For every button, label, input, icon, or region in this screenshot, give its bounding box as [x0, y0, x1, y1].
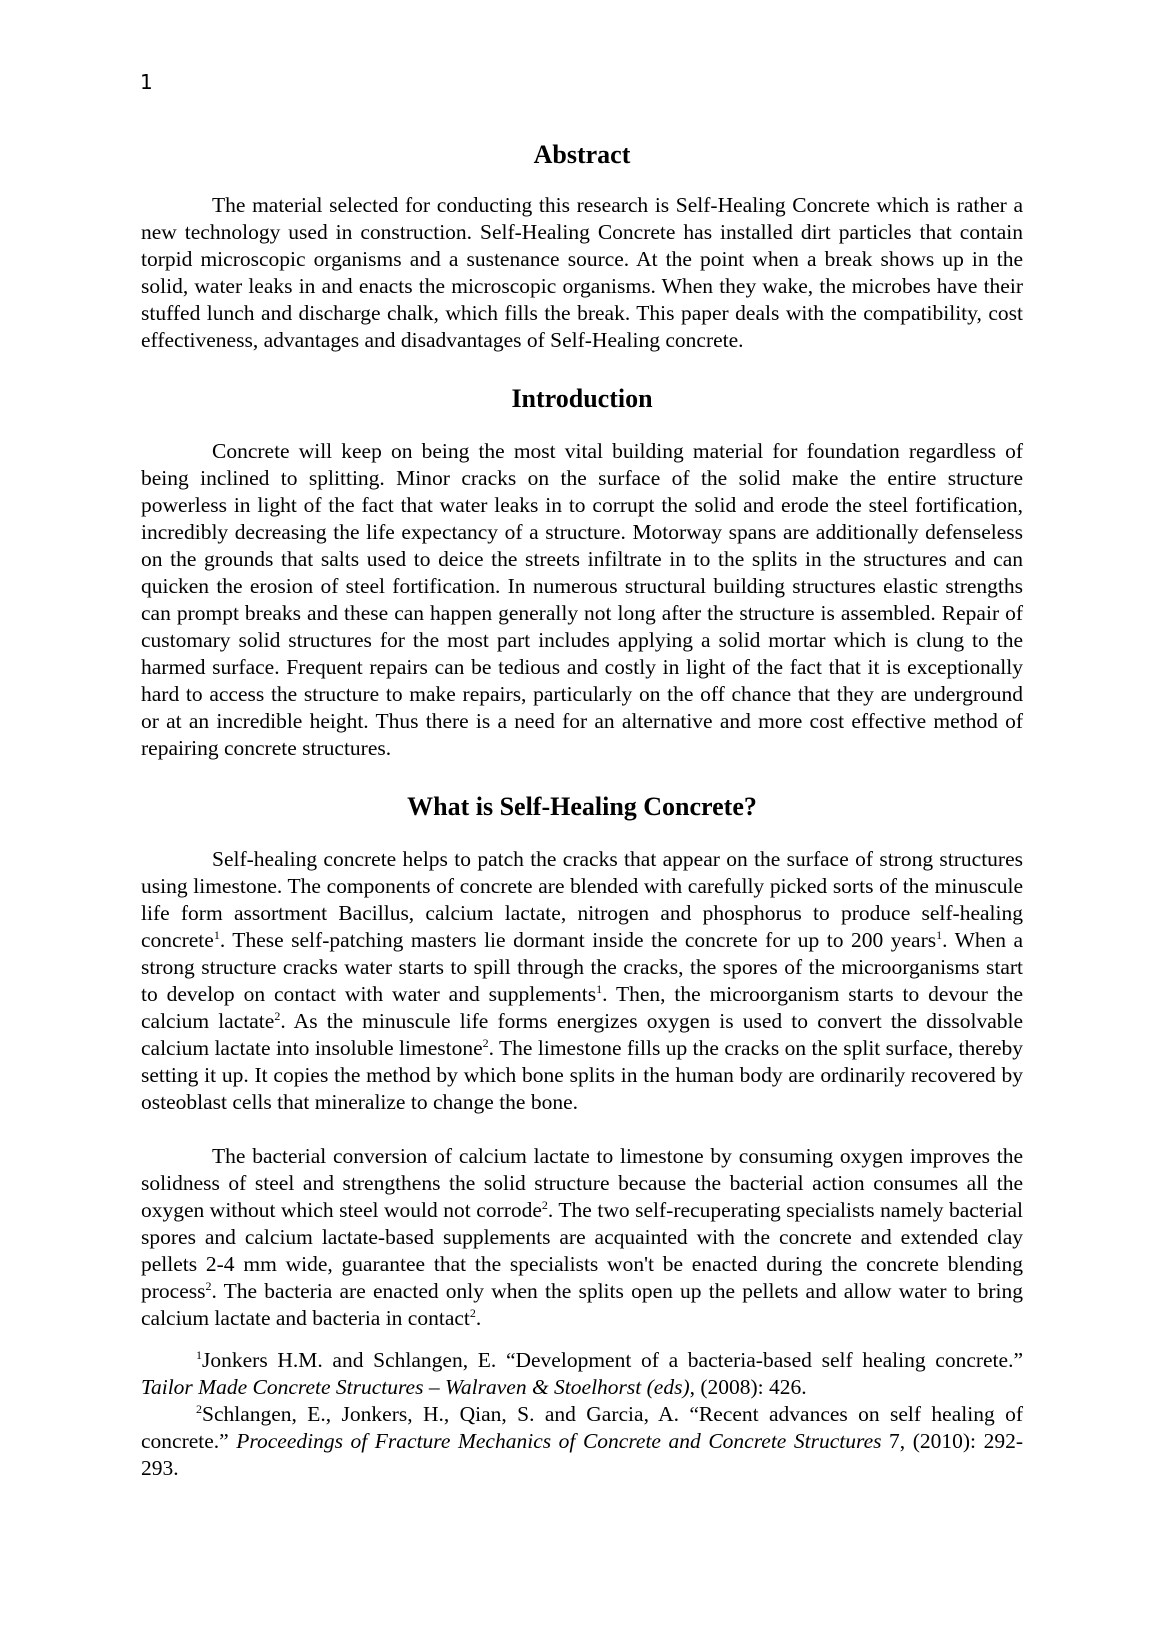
document-body	[141, 138, 1023, 1482]
footnote-ref: 2	[541, 1197, 548, 1212]
footnotes	[141, 1347, 1023, 1482]
footnote-1	[141, 1347, 1023, 1401]
text-run: Self-healing concrete helps to patch the cracks that appear on the surface of strong structures using limestone. The components of concrete are blended with carefully picked sorts of the minuscule life form assortment Bacillus, calcium lactate, nitrogen and phosphorus to produce self-healing concrete	[141, 847, 1023, 952]
footnote-tail: 7, (2010): 292-293.	[141, 1429, 1023, 1480]
text-run: . When a strong structure cracks water starts to spill through the cracks, the spores of the microorganisms start to develop on contact with water and supplements	[141, 928, 1024, 1006]
what-is-paragraph-2	[141, 1143, 1023, 1332]
page-number: 1	[140, 70, 153, 94]
footnote-tail: , (2008): 426.	[689, 1375, 807, 1399]
footnote-ref: 1	[596, 981, 603, 996]
what-is-heading: What is Self-Healing Concrete?	[407, 792, 757, 821]
text-run: . Then, the microorganism starts to devour the calcium lactate	[141, 982, 1024, 1033]
footnote-2	[141, 1401, 1023, 1482]
footnote-ref: 2	[274, 1008, 281, 1023]
text-run: . The two self-recuperating specialists namely bacterial spores and calcium lactate-based supplements are acquainted with the concrete and extended clay pellets 2-4 mm wide, guarantee that the specialists won't be enacted during the concrete blending process	[141, 1198, 1023, 1303]
footnote-source: Proceedings of Fracture Mechanics of Concrete and Concrete Structures	[236, 1429, 882, 1453]
footnote-ref: 2	[469, 1305, 476, 1320]
abstract-paragraph: The material selected for conducting this research is Self-Healing Concrete which is rather a new technology used in construction. Self-Healing Concrete has installed dirt particles that contain torpid microscopic organisms and a sustenance source. At the point when a break shows up in the solid, water leaks in and enacts the microscopic organisms. When they wake, the microbes have their stuffed lunch and discharge chalk, which fills the break. This paper deals with the compatibility, cost effectiveness, advantages and disadvantages of Self-Healing concrete.	[141, 193, 1023, 352]
text-run: .	[475, 1306, 482, 1330]
footnote-mark: 1	[196, 1347, 202, 1362]
introduction-heading: Introduction	[511, 384, 653, 413]
footnote-ref: 2	[205, 1278, 212, 1293]
text-run: . The bacteria are enacted only when the splits open up the pellets and allow water to bring calcium lactate and bacteria in contact	[141, 1279, 1023, 1330]
text-run: The bacterial conversion of calcium lactate to limestone by consuming oxygen improves the solidness of steel and strengthens the solid structure because the bacterial action consumes all the oxygen without which steel would not corrode	[141, 1144, 1023, 1222]
text-run: . These self-patching masters lie dormant inside the concrete for up to 200 years	[219, 928, 937, 952]
footnote-text: Jonkers H.M. and Schlangen, E. “Development of a bacteria-based self healing concrete.”	[202, 1348, 1023, 1372]
text-run: . The limestone fills up the cracks on the split surface, thereby setting it up. It copies the method by which bone splits in the human body are ordinarily recovered by osteoblast cells that mineralize to change the bone.	[141, 1036, 1023, 1114]
introduction-paragraph: Concrete will keep on being the most vital building material for foundation regardless of being inclined to splitting. Minor cracks on the surface of the solid make the entire structure powerless in light of the fact that water leaks in to corrupt the solid and erode the steel fortification, incredibly decreasing the life expectancy of a structure. Motorway spans are additionally defenseless on the grounds that salts used to deice the streets infiltrate in to the splits in the structures and can quicken the erosion of steel fortification. In numerous structural building structures elastic strengths can prompt breaks and these can happen generally not long after the structure is assembled. Repair of customary solid structures for the most part includes applying a solid mortar which is clung to the harmed surface. Frequent repairs can be tedious and costly in light of the fact that it is exceptionally hard to access the structure to make repairs, particularly on the off chance that they are underground or at an incredible height. Thus there is a need for an alternative and more cost effective method of repairing concrete structures.	[141, 439, 1023, 760]
text-run: . As the minuscule life forms energizes oxygen is used to convert the dissolvable calcium lactate into insoluble limestone	[141, 1009, 1023, 1060]
footnote-mark: 2	[196, 1401, 202, 1416]
abstract-heading: Abstract	[533, 140, 631, 169]
footnote-ref: 1	[936, 927, 943, 942]
what-is-paragraph-1	[141, 846, 1023, 1116]
footnote-ref: 2	[482, 1035, 489, 1050]
footnote-source: Tailor Made Concrete Structures – Walraven & Stoelhorst (eds)	[141, 1375, 690, 1399]
footnote-ref: 1	[213, 927, 220, 942]
footnote-text: Schlangen, E., Jonkers, H., Qian, S. and Garcia, A. “Recent advances on self healing of concrete.”	[141, 1402, 1023, 1453]
